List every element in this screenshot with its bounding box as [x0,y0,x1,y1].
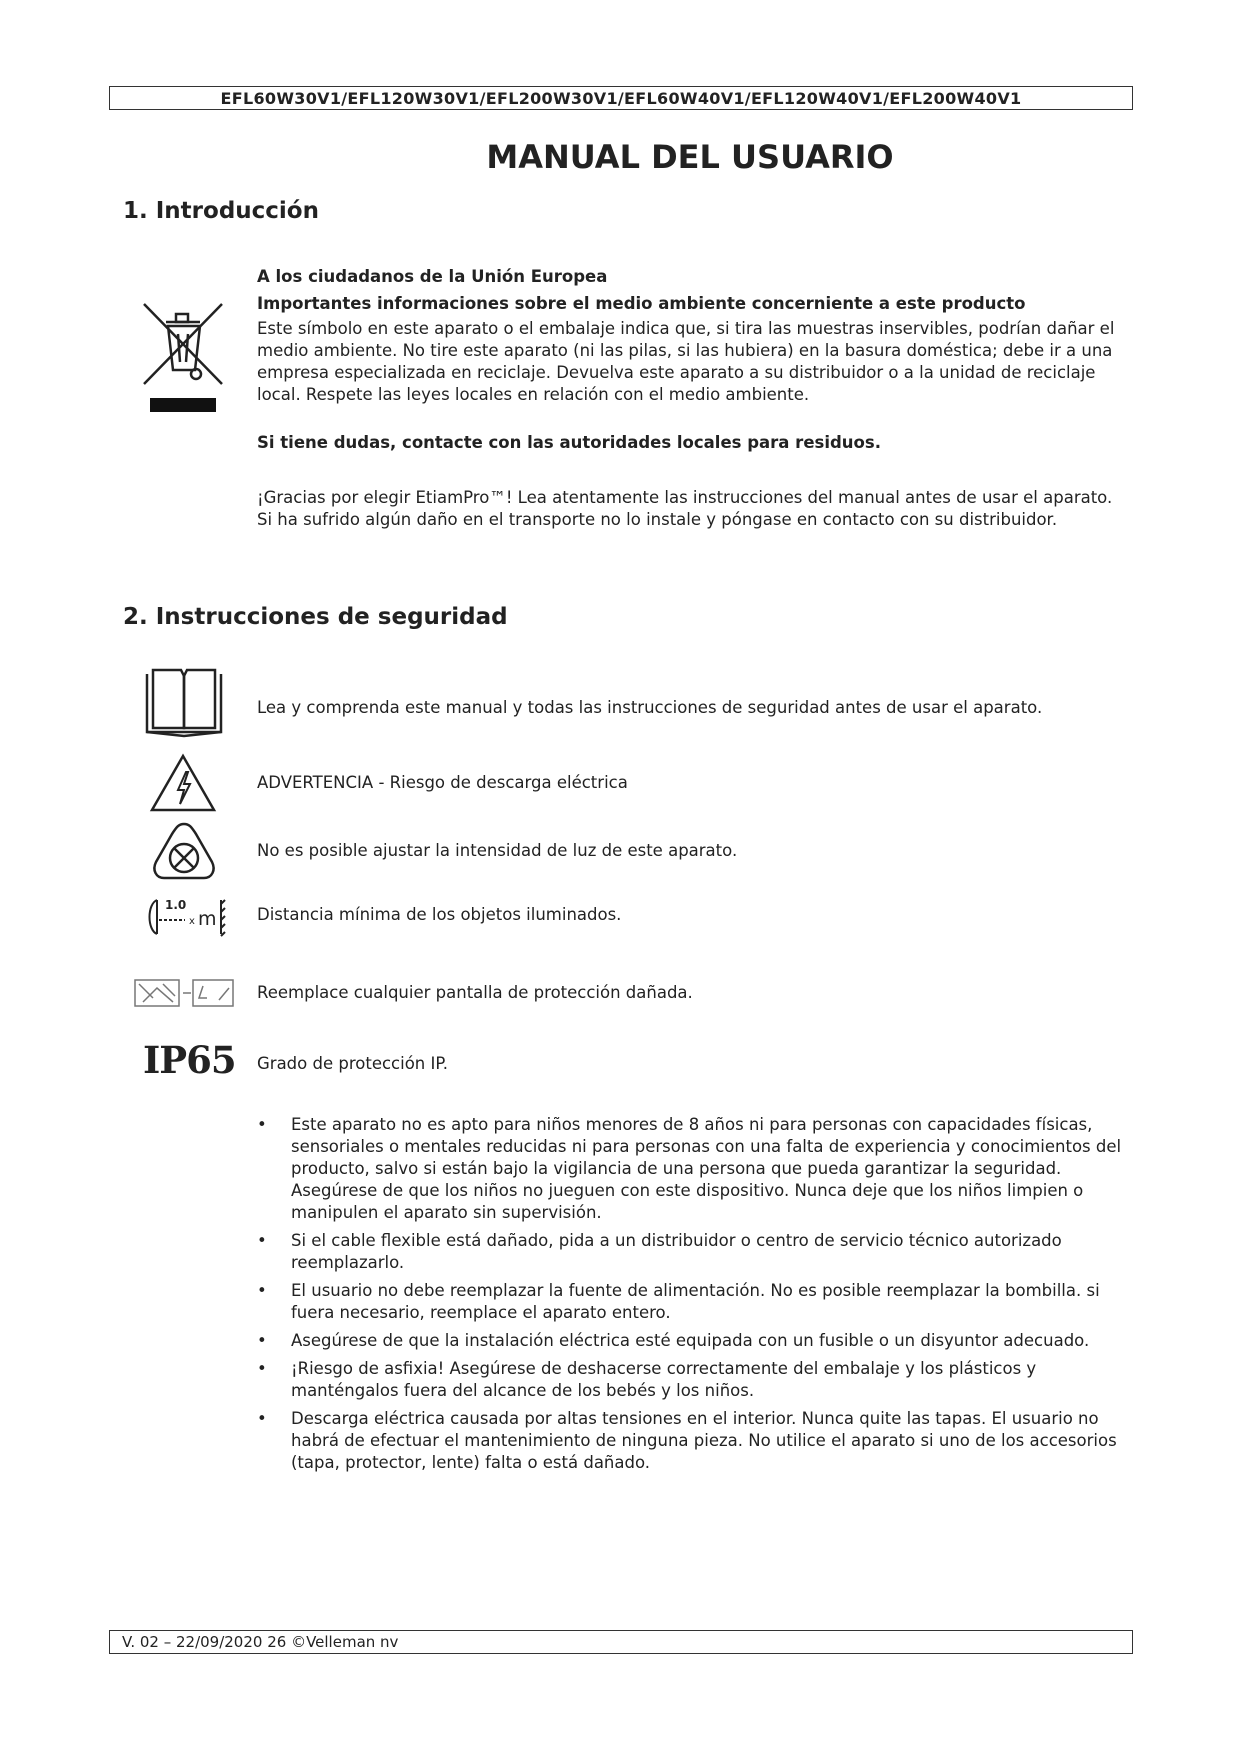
weee-bin-icon [140,300,226,420]
symbol-text-distance: Distancia mínima de los objetos iluminados. [257,905,622,924]
distance-value: 1.0 [165,898,187,912]
environment-heading: Importantes informaciones sobre el medio ambiente concerniente a este producto [257,294,1026,313]
thanks-paragraph: ¡Gracias por elegir EtiamPro™! Lea atentamente las instrucciones del manual antes de usar el aparato. Si ha sufrido algún daño en el transporte no lo instale y póngase en contacto con su distribuidor. [257,488,1113,529]
list-item: • Si el cable flexible está dañado, pida a un distribuidor o centro de servicio técnico autorizado reemplazarlo. [257,1230,1127,1274]
symbol-text-shock: ADVERTENCIA - Riesgo de descarga eléctrica [257,773,628,792]
no-dimmer-icon [150,820,218,884]
list-item: • Asegúrese de que la instalación eléctrica esté equipada con un fusible o un disyuntor adecuado. [257,1330,1127,1352]
symbol-text-dimmer: No es posible ajustar la intensidad de luz de este aparato. [257,841,738,860]
replace-damaged-screen-icon [133,976,237,1010]
list-item: • El usuario no debe reemplazar la fuente de alimentación. No es posible reemplazar la bombilla. si fuera necesario, reemplace el aparato entero. [257,1280,1127,1324]
symbol-text-screen: Reemplace cualquier pantalla de protección dañada. [257,983,693,1002]
page-header [109,86,1133,110]
section-heading-introduction: 1. Introducción [123,198,319,224]
read-manual-icon [143,666,225,738]
electric-shock-warning-icon [148,752,218,814]
doubts-note: Si tiene dudas, contacte con las autoridades locales para residuos. [257,433,881,452]
list-item: • Este aparato no es apto para niños menores de 8 años ni para personas con capacidades físicas, sensoriales o mentales reducidas ni para personas con una falta de experiencia y conocimientos del producto, salvo si están bajo la vigilancia de una persona que pueda garantizar la seguridad. Asegúrese de que los niños no jueguen con este dispositivo. Nunca deje que los niños limpien o manipulen el aparato sin supervisión. [257,1114,1127,1224]
document-title: MANUAL DEL USUARIO [486,138,894,176]
environment-text: Este símbolo en este aparato o el embalaje indica que, si tira las muestras inservibles, podrían dañar el medio ambiente. No tire este aparato (ni las pilas, si las hubiera) en la basura doméstica; debe ir a una empresa especializada en reciclaje. Devuelva este aparato a su distribuidor o a la unidad de reciclaje local. Respete las leyes locales en relación con el medio ambiente. [257,319,1115,404]
page-footer [109,1630,1133,1654]
model-list: EFL60W30V1/EFL120W30V1/EFL200W30V1/EFL60W40V1/EFL120W40V1/EFL200W40V1 [220,88,1022,108]
ip65-icon: IP65 [143,1038,236,1082]
symbol-text-ip: Grado de protección IP. [257,1054,448,1073]
distance-unit: m [198,908,217,930]
symbol-text-manual: Lea y comprenda este manual y todas las instrucciones de seguridad antes de usar el aparato. [257,698,1043,717]
distance-multiplier: x [189,916,195,927]
section-heading-safety: 2. Instrucciones de seguridad [123,604,508,630]
eu-citizens-heading: A los ciudadanos de la Unión Europea [257,267,608,286]
safety-bullet-list [257,1114,1127,1480]
list-item: • ¡Riesgo de asfixia! Asegúrese de deshacerse correctamente del embalaje y los plásticos y manténgalos fuera del alcance de los bebés y los niños. [257,1358,1127,1402]
list-item: • Descarga eléctrica causada por altas tensiones en el interior. Nunca quite las tapas. El usuario no habrá de efectuar el mantenimiento de ninguna pieza. No utilice el aparato si uno de los accesorios (tapa, protector, lente) falta o está dañado. [257,1408,1127,1474]
minimum-distance-icon [143,896,227,938]
footer-text: V. 02 – 22/09/2020 26 ©Velleman nv [122,1633,399,1651]
